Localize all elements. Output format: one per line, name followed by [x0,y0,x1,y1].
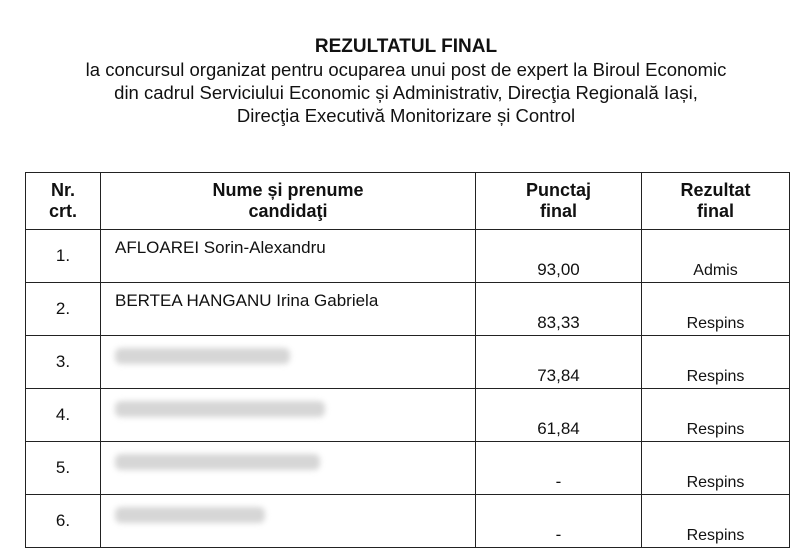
final-result: Respins [642,283,790,336]
final-score: 61,84 [476,389,642,442]
subtitle-line-3: Direcţia Executivă Monitorizare și Control [236,105,576,126]
redacted-name-blur [115,348,290,364]
redacted-name-blur [115,507,265,523]
row-number: 1. [26,230,101,283]
redacted-name-blur [115,454,320,470]
table-row [26,442,790,495]
final-score: 93,00 [476,230,642,283]
final-score: 73,84 [476,336,642,389]
header-name: Nume și prenume candidaţi [101,173,476,230]
header-score: Punctaj final [476,173,642,230]
candidate-name-redacted [101,495,476,548]
row-number: 4. [26,389,101,442]
final-result: Respins [642,336,790,389]
final-result: Respins [642,389,790,442]
candidate-name-redacted [101,336,476,389]
row-number: 2. [26,283,101,336]
redacted-name-blur [115,401,325,417]
row-number: 5. [26,442,101,495]
final-result: Respins [642,442,790,495]
results-table [25,172,790,548]
table-header-row [26,173,790,230]
subtitle-line-2: din cadrul Serviciului Economic și Administrativ, Direcţia Regională Iași, [114,82,698,103]
table-row [26,495,790,548]
row-number: 6. [26,495,101,548]
final-score: - [476,442,642,495]
document-title: REZULTATUL FINAL [314,36,498,57]
final-score: 83,33 [476,283,642,336]
candidate-name-redacted [101,442,476,495]
candidate-name: BERTEA HANGANU Irina Gabriela [101,283,476,336]
table-row [26,336,790,389]
final-result: Admis [642,230,790,283]
final-score: - [476,495,642,548]
document-header [0,36,800,127]
candidate-name: AFLOAREI Sorin-Alexandru [101,230,476,283]
final-result: Respins [642,495,790,548]
candidate-name-redacted [101,389,476,442]
table-row [26,230,790,283]
subtitle-line-1: la concursul organizat pentru ocuparea unui post de expert la Biroul Economic [85,59,727,80]
table-row [26,283,790,336]
header-nr: Nr. crt. [26,173,101,230]
row-number: 3. [26,336,101,389]
header-result: Rezultat final [642,173,790,230]
table-row [26,389,790,442]
